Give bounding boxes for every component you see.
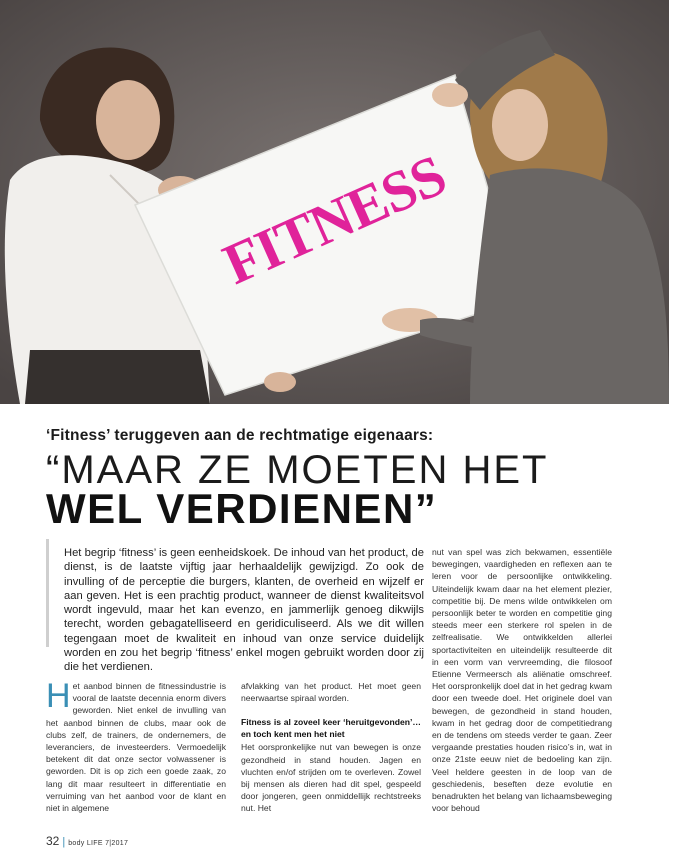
column-3-text: nut van spel was zich bekwamen, essentiële bewegingen, vaardigheden en reflexen aan te leren voor de persoonlijke ontwikkeling. Uiteindelijk kwam daar na het element plezier, competitie bij. De mens wilde ontwikkelen om persoonlijk beter te worden en competitie ging steeds meer een sterkere rol spelen in de zelfrealisatie. We ontwikkelden allerlei sportactiviteiten en uiteindelijk resulteerde dit in een vorm van vervreemding, die filosoof Etienne Vermeersch als aliënatie omschreef. Het oorspronkelijk doel dat in het gedrag kwam door een tweede doel. Het originele doel van bewegen, de gezondheid in stand houden, kwam in het gedrag door de competitiedrang en de tendens om steeds verder te gaan. Zeer vergaande prestaties houden risico’s in, wat in onze 21ste eeuw niet de bedoeling kan zijn. Veel heldere geesten in de loop van de geschiedenis, beseften deze evolutie en benadrukten het belang van lichaamsbeweging voor behoud xyxy=(432,547,612,814)
article-title-line1: “MAAR ZE MOETEN HET xyxy=(46,448,549,492)
magazine-name: body LIFE 7|2017 xyxy=(68,840,129,847)
article-kicker: ‘Fitness’ teruggeven aan de rechtmatige eigenaars: xyxy=(46,427,434,444)
article-title-line2: WEL VERDIENEN” xyxy=(46,485,438,532)
fitness-sign-text: FITNESS xyxy=(213,142,455,297)
hero-photo xyxy=(0,0,669,404)
lead-paragraph: Het begrip ‘fitness’ is geen eenheidskoek. De inhoud van het product, de dienst, is de laatste vijftig jaar herhaaldelijk gewijzigd. Zo ook de invulling of de perceptie die burgers, klanten, de overheid en wijzelf er aan geven. Het is een prachtig product, wanneer de dienst kwaliteitsvol wordt ingevuld, maar het kan evenzo, en jammerlijk genoeg dikwijls terecht, worden gebagatelliseerd en geridiculiseerd. Als we dit willen tegengaan moet de kwaliteit en inhoud van onze service duidelijk worden en zou het begrip ‘fitness’ enkel mogen gebruikt worden door zij die het verdienen. xyxy=(64,547,424,674)
column-2-text-top: afvlakking van het product. Het moet geen neerwaartse spiraal worden. xyxy=(241,681,421,704)
page-footer xyxy=(46,834,128,848)
footer-separator: | xyxy=(62,836,66,848)
fitness-sign-illustration xyxy=(0,0,669,404)
body-column-1 xyxy=(46,677,226,814)
column-2-text: Het oorspronkelijke nut van bewegen is onze gezondheid in stand houden. Jagen en vluchten en/of strijden om te overleven. Zowel bij mensen als dieren had dit spel, gespeeld door jongeren, geen onmiddellijk rechtstreeks nut. Het xyxy=(241,742,421,814)
page-number: 32 xyxy=(46,834,60,848)
drop-cap: H xyxy=(46,677,71,715)
body-column-3 xyxy=(432,546,612,814)
body-column-2 xyxy=(241,680,421,815)
section-subhead: Fitness is al zoveel keer ‘heruitgevonden’… en toch kent men het niet xyxy=(241,717,421,740)
lead-divider xyxy=(46,539,49,647)
column-1-text: et aanbod binnen de fitnessindustrie is vooral de laatste decennia enorm divers geworden. Niet enkel de invulling van het aanbod binnen de clubs, maar ook de clubs zelf, de trainers, de ondernemers, de leveranciers, de investeerders. Vermoedelijk betekent dit dat onze sector volwassener is geworden. Dit is op zich een goede zaak, zo lang dit maar resulteert in differentiatie en verruiming van het aanbod voor de klant en niet in algemene xyxy=(46,681,226,814)
